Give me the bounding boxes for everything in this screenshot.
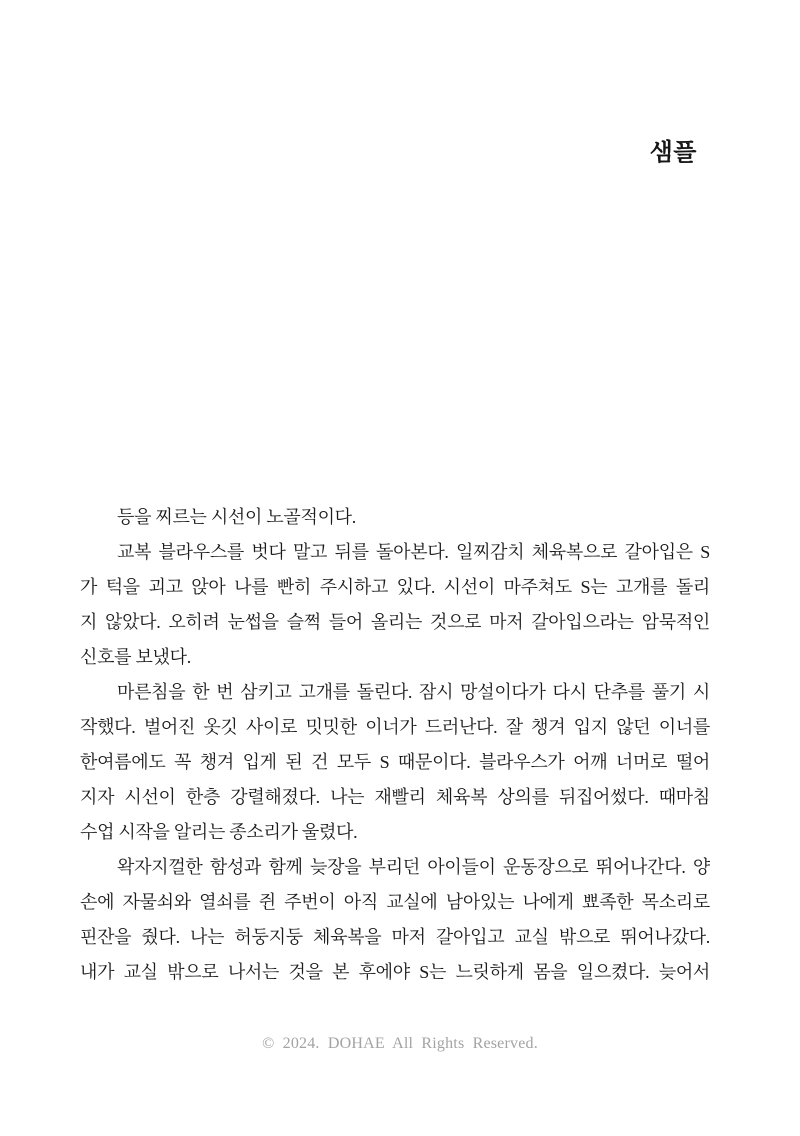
text-line: 한여름에도 꼭 챙겨 입게 된 건 모두 S 때문이다. 블라우스가 어깨 너머로 떨어 — [80, 752, 710, 772]
text-line: 손에 자물쇠와 열쇠를 쥔 주번이 아직 교실에 남아있는 나에게 뾰족한 목소리로 — [80, 892, 710, 912]
text-line: 작했다. 벌어진 옷깃 사이로 밋밋한 이너가 드러난다. 잘 챙겨 입지 않던 이너를 — [80, 717, 710, 737]
text-line: 신호를 보냈다. — [80, 647, 191, 667]
text-line: 핀잔을 줬다. 나는 허둥지둥 체육복을 마저 갈아입고 교실 밖으로 뛰어나갔다. — [80, 927, 710, 947]
text-line: 내가 교실 밖으로 나서는 것을 본 후에야 S는 느릿하게 몸을 일으켰다. 늦어서 — [80, 962, 710, 982]
sample-watermark-label: 샘플 — [649, 140, 697, 166]
text-line: 지 않았다. 오히려 눈썹을 슬쩍 들어 올리는 것으로 마저 갈아입으라는 암묵적인 — [80, 612, 710, 632]
text-line: 지자 시선이 한층 강렬해졌다. 나는 재빨리 체육복 상의를 뒤집어썼다. 때마침 — [80, 787, 710, 807]
text-line: 마른침을 한 번 삼키고 고개를 돌린다. 잠시 망설이다가 다시 단추를 풀기 시 — [117, 682, 710, 702]
text-line: 수업 시작을 알리는 종소리가 울렸다. — [80, 822, 358, 842]
copyright-footer: © 2024. DOHAE All Rights Reserved. — [262, 1035, 538, 1052]
body-text — [80, 500, 710, 990]
text-line: 교복 블라우스를 벗다 말고 뒤를 돌아본다. 일찌감치 체육복으로 갈아입은 S — [117, 542, 710, 562]
text-line: 가 턱을 괴고 앉아 나를 빤히 주시하고 있다. 시선이 마주쳐도 S는 고개를 돌리 — [80, 577, 710, 597]
text-line: 등을 찌르는 시선이 노골적이다. — [117, 507, 356, 527]
text-line: 왁자지껄한 함성과 함께 늦장을 부리던 아이들이 운동장으로 뛰어나간다. 양 — [117, 857, 710, 877]
